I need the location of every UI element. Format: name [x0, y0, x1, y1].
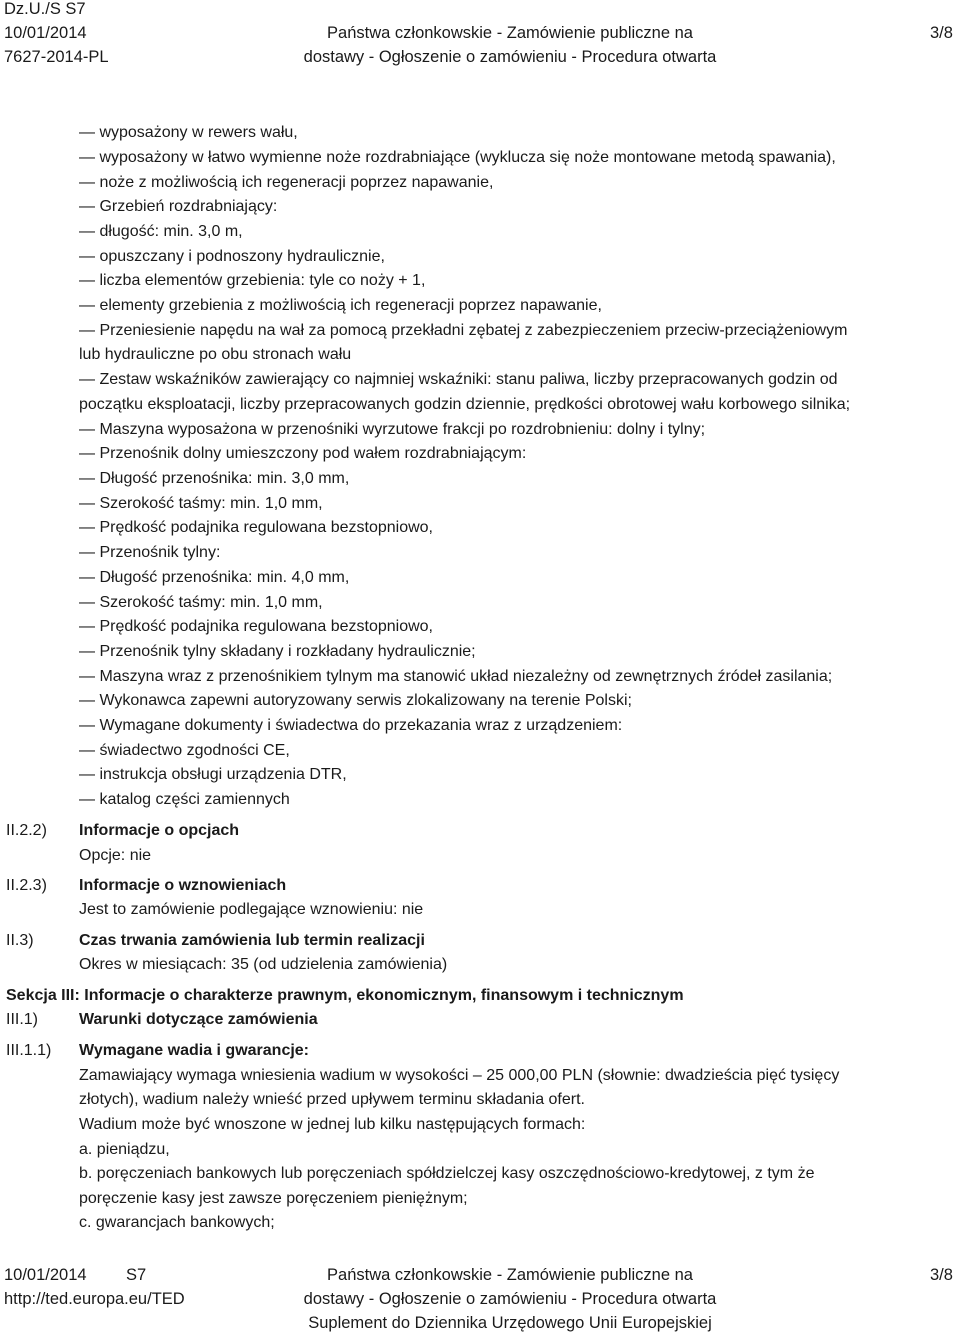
list-item: — noże z możliwością ich regeneracji poprzez napawanie,	[79, 174, 494, 191]
list-item: — Długość przenośnika: min. 3,0 mm,	[79, 470, 350, 487]
list-item: — Przenośnik tylny:	[79, 544, 221, 561]
options-value: Opcje: nie	[79, 847, 152, 864]
header-page-number: 3/8	[930, 24, 953, 42]
paragraph-line: c. gwarancjach bankowych;	[79, 1214, 275, 1231]
list-item: — katalog części zamiennych	[79, 791, 290, 808]
footer-supplement: Suplement do Dziennika Urzędowego Unii Europejskiej	[308, 1314, 712, 1332]
footer-title-line1: Państwa członkowskie - Zamówienie publiczne na	[327, 1266, 693, 1284]
list-item: — liczba elementów grzebienia: tyle co noży + 1,	[79, 272, 426, 289]
list-item: — wyposażony w rewers wału,	[79, 124, 298, 141]
list-item: — wyposażony w łatwo wymienne noże rozdrabniające (wyklucza się noże montowane metodą spawania),	[79, 149, 836, 166]
header-title-line2: dostawy - Ogłoszenie o zamówieniu - Procedura otwarta	[303, 48, 717, 66]
paragraph-line: złotych), wadium należy wnieść przed upływem terminu składania ofert.	[79, 1091, 585, 1108]
list-item: — świadectwo zgodności CE,	[79, 742, 290, 759]
list-item: — Maszyna wraz z przenośnikiem tylnym ma stanowić układ niezależny od zewnętrznych źródeł zasilania;	[79, 668, 833, 685]
list-item: — Szerokość taśmy: min. 1,0 mm,	[79, 495, 323, 512]
journal-ref: Dz.U./S S7	[4, 0, 86, 18]
list-item: — Długość przenośnika: min. 4,0 mm,	[79, 569, 350, 586]
list-item: — elementy grzebienia z możliwością ich regeneracji poprzez napawanie,	[79, 297, 602, 314]
list-item: początku eksploatacji, liczby przepracowanych godzin dziennie, prędkości obrotowej wału korbowego silnika;	[79, 396, 851, 413]
list-item: lub hydrauliczne po obu stronach wału	[79, 346, 352, 363]
section-title-options: Informacje o opcjach	[79, 822, 240, 839]
paragraph-line: Wadium może być wnoszone w jednej lub kilku następujących formach:	[79, 1116, 586, 1133]
list-item: — Maszyna wyposażona w przenośniki wyrzutowe frakcji po rozdrobnieniu: dolny i tylny;	[79, 421, 706, 438]
section-heading-3: Sekcja III: Informacje o charakterze prawnym, ekonomicznym, finansowym i technicznym	[6, 987, 684, 1004]
renewals-value: Jest to zamówienie podlegające wznowieniu: nie	[79, 901, 424, 918]
list-item: — Wymagane dokumenty i świadectwa do przekazania wraz z urządzeniem:	[79, 717, 623, 734]
header-date: 10/01/2014	[4, 24, 87, 42]
section-number: III.1)	[6, 1011, 39, 1028]
footer-page-number: 3/8	[930, 1266, 953, 1284]
list-item: — Prędkość podajnika regulowana bezstopniowo,	[79, 519, 433, 536]
header-title-line1: Państwa członkowskie - Zamówienie publiczne na	[327, 24, 693, 42]
notice-number: 7627-2014-PL	[4, 48, 109, 66]
footer-series: S7	[126, 1266, 147, 1284]
list-item: — długość: min. 3,0 m,	[79, 223, 243, 240]
section-number: II.2.2)	[6, 822, 47, 839]
list-item: — Prędkość podajnika regulowana bezstopniowo,	[79, 618, 433, 635]
footer-url: http://ted.europa.eu/TED	[4, 1290, 185, 1308]
paragraph-line: Zamawiający wymaga wniesienia wadium w wysokości – 25 000,00 PLN (słownie: dwadzieścia pięć tysięcy	[79, 1067, 840, 1084]
section-number: II.3)	[6, 932, 34, 949]
list-item: — Zestaw wskaźników zawierający co najmniej wskaźniki: stanu paliwa, liczby przepracowanych godzin od	[79, 371, 838, 388]
list-item: — Wykonawca zapewni autoryzowany serwis zlokalizowany na terenie Polski;	[79, 692, 632, 709]
list-item: — instrukcja obsługi urządzenia DTR,	[79, 766, 347, 783]
section-number: II.2.3)	[6, 877, 47, 894]
list-item: — Szerokość taśmy: min. 1,0 mm,	[79, 594, 323, 611]
paragraph-line: b. poręczeniach bankowych lub poręczeniach spółdzielczej kasy oszczędnościowo-kredytowej, z tym że	[79, 1165, 815, 1182]
list-item: — Przenośnik dolny umieszczony pod wałem rozdrabniającym:	[79, 445, 527, 462]
duration-value: Okres w miesiącach: 35 (od udzielenia zamówienia)	[79, 956, 448, 973]
footer-title-line2: dostawy - Ogłoszenie o zamówieniu - Procedura otwarta	[303, 1290, 717, 1308]
list-item: — opuszczany i podnoszony hydraulicznie,	[79, 248, 385, 265]
list-item: — Przenośnik tylny składany i rozkładany hydraulicznie;	[79, 643, 476, 660]
section-title-deposits: Wymagane wadia i gwarancje:	[79, 1042, 310, 1059]
paragraph-line: a. pieniądzu,	[79, 1141, 170, 1158]
section-title-duration: Czas trwania zamówienia lub termin realizacji	[79, 932, 425, 949]
footer-date: 10/01/2014	[4, 1266, 87, 1284]
list-item: — Grzebień rozdrabniający:	[79, 198, 278, 215]
paragraph-line: poręczenie kasy jest zawsze poręczeniem pieniężnym;	[79, 1190, 468, 1207]
section-number: III.1.1)	[6, 1042, 52, 1059]
section-title-renewals: Informacje o wznowieniach	[79, 877, 287, 894]
section-title-conditions: Warunki dotyczące zamówienia	[79, 1011, 318, 1028]
list-item: — Przeniesienie napędu na wał za pomocą przekładni zębatej z zabezpieczeniem przeciw-przeciążeniowym	[79, 322, 848, 339]
